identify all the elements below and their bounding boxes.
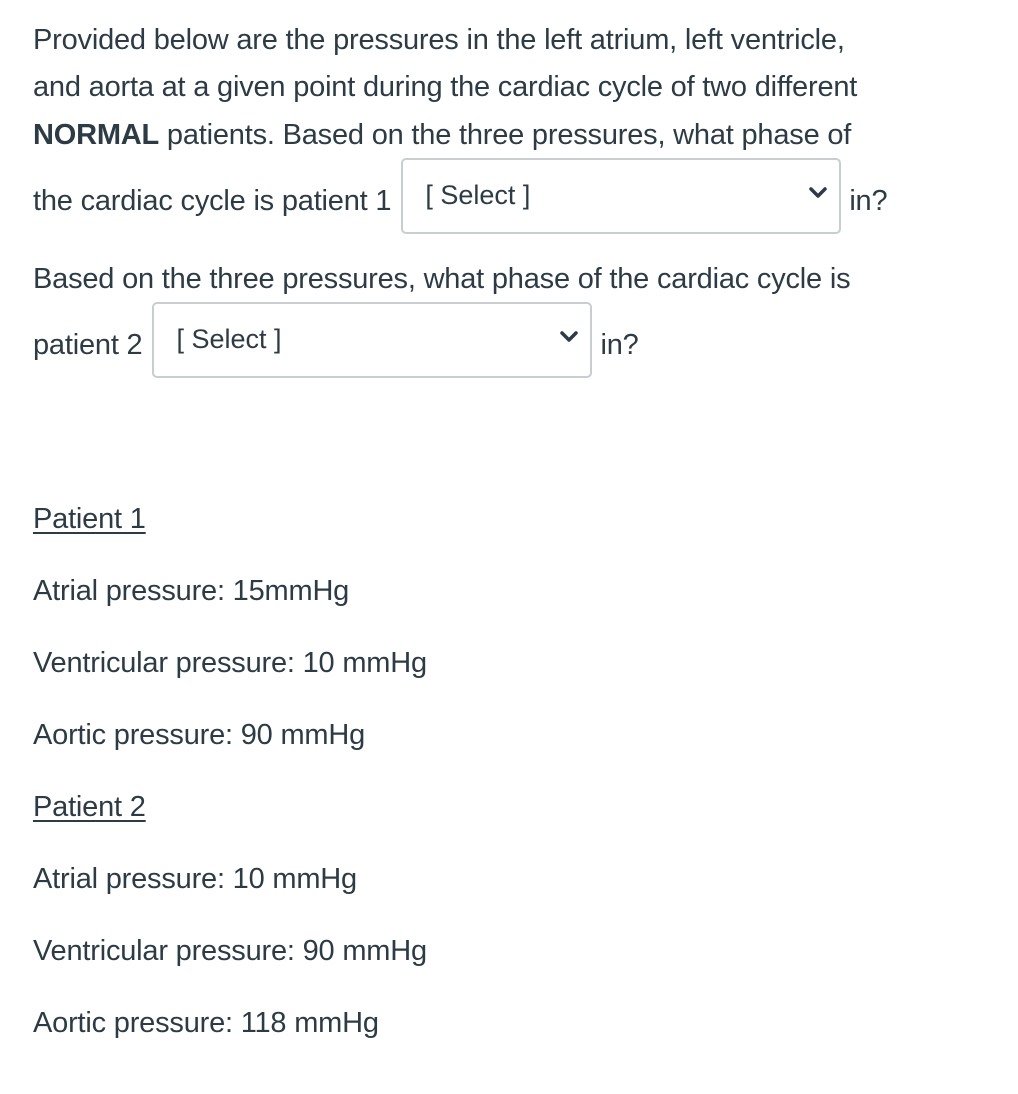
emphasis-normal: NORMAL bbox=[33, 119, 160, 151]
patient-2-select-value: [ Select ] bbox=[176, 324, 282, 354]
patient-1-ventricular-pressure: Ventricular pressure: 10 mmHg bbox=[33, 647, 427, 679]
patient-1-phase-select[interactable] bbox=[401, 158, 841, 234]
chevron-down-icon bbox=[807, 182, 829, 204]
question-line-3 bbox=[33, 111, 851, 159]
patient-2-question-suffix: in? bbox=[600, 329, 639, 361]
patient-2-question-prefix: patient 2 bbox=[33, 329, 143, 361]
patient-2-atrial-pressure: Atrial pressure: 10 mmHg bbox=[33, 863, 357, 895]
patient-1-aortic-pressure: Aortic pressure: 90 mmHg bbox=[33, 719, 366, 751]
patient-2-aortic-pressure: Aortic pressure: 118 mmHg bbox=[33, 1007, 379, 1039]
patient-2-question-row bbox=[33, 302, 639, 378]
patient-1-question-row bbox=[33, 158, 887, 234]
patient-1-heading: Patient 1 bbox=[33, 503, 146, 535]
patient-2-ventricular-pressure: Ventricular pressure: 90 mmHg bbox=[33, 935, 427, 967]
patient-2-heading: Patient 2 bbox=[33, 791, 146, 823]
patient-1-question-suffix: in? bbox=[849, 185, 888, 217]
chevron-down-icon bbox=[558, 326, 580, 348]
patient-1-question-prefix: the cardiac cycle is patient 1 bbox=[33, 185, 392, 217]
patient-1-select-value: [ Select ] bbox=[425, 180, 531, 210]
question-line-q2: Based on the three pressures, what phase of the cardiac cycle is bbox=[33, 263, 851, 295]
question-line-2: and aorta at a given point during the cardiac cycle of two different bbox=[33, 71, 858, 103]
question-line-1: Provided below are the pressures in the left atrium, left ventricle, bbox=[33, 24, 845, 56]
question-line-3-rest: patients. Based on the three pressures, what phase of bbox=[159, 119, 852, 151]
patient-1-atrial-pressure: Atrial pressure: 15mmHg bbox=[33, 575, 350, 607]
patient-2-phase-select[interactable] bbox=[152, 302, 592, 378]
